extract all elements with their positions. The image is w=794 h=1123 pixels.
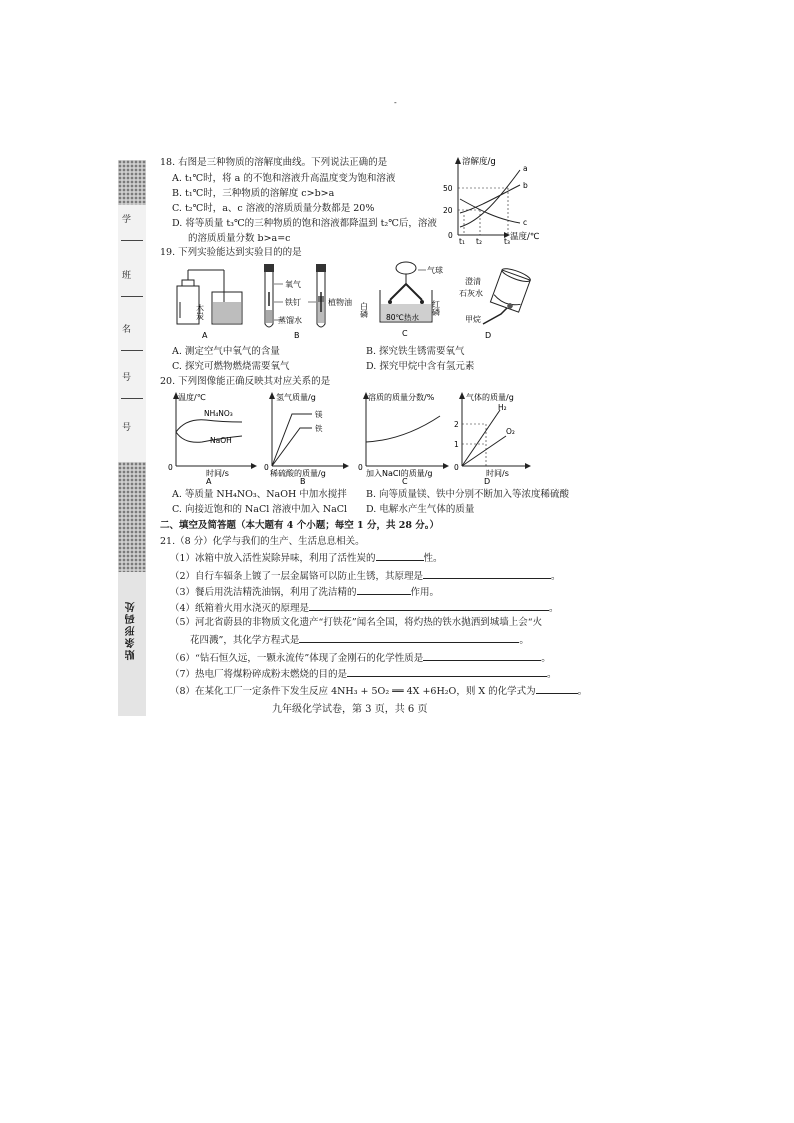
margin-label-1: 学 xyxy=(122,215,132,225)
q18-xtick-t2: t₂ xyxy=(476,237,482,246)
q19-d-methane: 甲烷 xyxy=(465,315,481,324)
q21-item-8 xyxy=(170,683,587,698)
q21-item-8-text: （8）在某化工厂一定条件下发生反应 4NH₃ + 5O₂ ══ 4X +6H₂O，则 X 的化学式为 xyxy=(170,686,536,697)
q20-c-xlabel: 加入NaCl的质量/g xyxy=(366,469,433,478)
top-mark: - xyxy=(394,98,397,107)
q20-graph-b xyxy=(260,388,360,484)
q20-d-letter: D xyxy=(484,477,491,486)
q21-item-4 xyxy=(170,600,559,615)
q21-item-3 xyxy=(170,584,439,599)
q20-c-letter: C xyxy=(402,477,408,486)
q20-a-ylabel: 温度/℃ xyxy=(178,393,206,402)
q20-stem: 20. 下列图像能正确反映其对应关系的是 xyxy=(160,376,331,387)
q21-item-4-text: （4）纸箱着火用水浇灭的原理是 xyxy=(170,603,310,614)
q21-blank-7[interactable] xyxy=(347,666,547,677)
q20-d-xlabel: 时间/s xyxy=(486,469,509,478)
q21-item-1-tail: 性。 xyxy=(423,553,443,564)
margin-line xyxy=(121,240,143,241)
q21-item-2 xyxy=(170,568,561,583)
q20-option-d: D. 电解水产生气体的质量 xyxy=(366,504,475,515)
q20-a-xlabel: 时间/s xyxy=(206,469,229,478)
q19-c-hot: 80℃热水 xyxy=(386,313,419,322)
q21-item-6 xyxy=(170,650,551,665)
q21-item-3-tail: 作用。 xyxy=(410,587,440,598)
q19-option-b: B. 探究铁生锈需要氧气 xyxy=(366,346,465,357)
q19-option-c: C. 探究可燃物燃烧需要氧气 xyxy=(172,361,290,372)
q19-option-a: A. 测定空气中氧气的含量 xyxy=(172,346,280,357)
q20-graph-a xyxy=(162,388,262,484)
margin-line xyxy=(121,296,143,297)
q20-b-xlabel: 稀硫酸的质量/g xyxy=(270,469,326,478)
q18-label-c: c xyxy=(523,218,528,227)
q18-option-b: B. t₁℃时，三种物质的溶解度 c>b>a xyxy=(172,188,335,199)
q21-period: 。 xyxy=(577,686,588,697)
q18-option-d-line2: 的溶质质量分数 b>a=c xyxy=(188,233,291,244)
q18-option-a: A. t₁℃时，将 a 的不饱和溶液升高温度变为饱和溶液 xyxy=(172,173,396,184)
q21-item-5-text: 花四溅”，其化学方程式是 xyxy=(190,635,300,646)
q20-c-curve xyxy=(366,416,440,442)
q19-b-nail: 铁钉 xyxy=(285,298,301,307)
q21-blank-2[interactable] xyxy=(423,568,551,579)
q20-d-origin: 0 xyxy=(454,463,459,472)
q21-period: 。 xyxy=(549,603,559,614)
q19-d-label: D xyxy=(485,331,492,340)
q19-figure-d xyxy=(455,262,545,340)
q19-c-label: C xyxy=(402,329,408,338)
q18-xlabel: 温度/℃ xyxy=(510,232,540,242)
q21-blank-8[interactable] xyxy=(536,683,578,694)
q18-option-d-line1: D. 将等质量 t₃℃的三种物质的饱和溶液都降温到 t₂℃后，溶液 xyxy=(172,218,437,229)
q19-figure-c xyxy=(360,260,450,338)
page-footer: 九年级化学试卷，第 3 页，共 6 页 xyxy=(272,704,428,715)
margin-label-5: 号 xyxy=(122,423,132,433)
q20-d-curve-h2 xyxy=(462,410,500,466)
q19-d-lime2: 石灰水 xyxy=(459,289,483,298)
q21-item-7-text: （7）热电厂将煤粉碎成粉末燃烧的目的是 xyxy=(170,669,348,680)
q19-figure-b xyxy=(258,262,368,340)
q21-item-1 xyxy=(170,550,443,565)
q20-c-origin: 0 xyxy=(358,463,363,472)
q21-item-5-line2 xyxy=(190,632,529,647)
q21-period: 。 xyxy=(541,653,551,664)
q21-blank-5[interactable] xyxy=(299,632,519,643)
margin-label-2: 班 xyxy=(122,271,132,281)
q21-item-2-text: （2）自行车辐条上镀了一层金属铬可以防止生锈，其原理是 xyxy=(170,571,424,582)
q20-a-curve-nh4no3 xyxy=(176,420,242,432)
q20-a-label1: NH₄NO₃ xyxy=(204,409,233,418)
q20-d-label1: H₂ xyxy=(498,403,507,412)
section-2-heading: 二、填空及简答题（本大题有 4 个小题；每空 1 分，共 28 分。） xyxy=(160,520,440,531)
q20-d-curve-o2 xyxy=(462,436,506,466)
q20-a-curve-naoh xyxy=(176,432,242,442)
q20-b-origin: 0 xyxy=(264,463,269,472)
q20-option-c: C. 向接近饱和的 NaCl 溶液中加入 NaCl xyxy=(172,504,348,515)
q21-item-7 xyxy=(170,666,557,681)
q18-xtick-t1: t₁ xyxy=(459,237,465,246)
q21-stem: 21.（8 分）化学与我们的生产、生活息息相关。 xyxy=(160,536,365,547)
q20-graph-d xyxy=(448,388,548,484)
q19-b-water: 蒸馏水 xyxy=(278,316,302,325)
q19-b-oxygen: 氧气 xyxy=(285,280,301,289)
q19-a-label: A xyxy=(202,331,208,340)
q21-item-3-text: （3）餐后用洗洁精洗油锅，利用了洗洁精的 xyxy=(170,587,357,598)
q20-b-curve-fe xyxy=(272,428,312,466)
q20-b-label1: 镁 xyxy=(315,410,323,419)
q18-option-c: C. t₂℃时，a、c 溶液的溶质质量分数都是 20% xyxy=(172,203,375,214)
q18-label-b: b xyxy=(523,181,528,190)
q19-c-balloon: 气球 xyxy=(427,266,443,275)
margin-pattern-top xyxy=(118,160,146,205)
q19-figure-a xyxy=(172,262,252,340)
q21-period: 。 xyxy=(547,669,557,680)
q20-d-label2: O₂ xyxy=(506,427,515,436)
margin-label-4: 号 xyxy=(122,373,132,383)
q20-a-label2: NaOH xyxy=(210,436,232,445)
q19-stem: 19. 下列实验能达到实验目的的是 xyxy=(160,247,302,258)
q18-xtick-t3: t₃ xyxy=(504,237,510,246)
q20-d-ytick-1: 1 xyxy=(454,440,459,449)
q21-blank-6[interactable] xyxy=(423,650,541,661)
q18-curve-c xyxy=(460,199,520,223)
q20-a-letter: A xyxy=(206,477,212,486)
q20-b-ylabel: 氢气质量/g xyxy=(276,393,316,402)
barcode-label: 贴条形码处 xyxy=(126,600,137,660)
q20-b-letter: B xyxy=(300,477,306,486)
q21-period: 。 xyxy=(519,635,529,646)
q20-d-ytick-2: 2 xyxy=(454,420,459,429)
q21-period: 。 xyxy=(551,571,561,582)
q20-option-a: A. 等质量 NH₄NO₃、NaOH 中加水搅拌 xyxy=(172,489,347,500)
q21-item-6-text: （6）“钻石恒久远，一颗永流传”体现了金刚石的化学性质是 xyxy=(170,653,424,664)
q20-c-ylabel: 溶质的质量分数/% xyxy=(368,393,435,402)
margin-line xyxy=(121,350,143,351)
q20-b-label2: 铁 xyxy=(315,424,323,433)
q20-d-ylabel: 气体的质量/g xyxy=(466,393,514,402)
margin-label-3: 名 xyxy=(122,325,132,335)
q19-option-d: D. 探究甲烷中含有氢元素 xyxy=(366,361,475,372)
q18-curve-b xyxy=(460,185,520,213)
q21-blank-3[interactable] xyxy=(357,584,411,595)
q18-stem: 18. 右图是三种物质的溶解度曲线。下列说法正确的是 xyxy=(160,157,388,168)
margin-pattern-bottom xyxy=(118,462,146,572)
q18-solubility-chart xyxy=(440,155,550,245)
q21-item-1-text: （1）冰箱中放入活性炭除异味，利用了活性炭的 xyxy=(170,553,376,564)
q21-blank-4[interactable] xyxy=(309,600,549,611)
q19-d-lime1: 澄清 xyxy=(465,277,481,286)
q20-graph-c xyxy=(356,388,456,484)
q18-curve-a xyxy=(460,170,520,227)
margin-line xyxy=(121,398,143,399)
q20-a-origin: 0 xyxy=(168,463,173,472)
q18-ytick-50: 50 xyxy=(443,184,453,193)
q21-item-5-line1: （5）河北省蔚县的非物质文化遗产“打铁花”闻名全国，将灼热的铁水抛洒到城墙上会“火 xyxy=(170,617,543,628)
q19-c-red: 红磷 xyxy=(431,300,441,316)
q18-ylabel: 溶解度/g xyxy=(462,157,496,167)
q19-c-white: 白磷 xyxy=(359,302,369,318)
q20-option-b: B. 向等质量镁、铁中分别不断加入等浓度稀硫酸 xyxy=(366,489,570,500)
q18-origin: 0 xyxy=(448,231,453,240)
q19-b-oil: 植物油 xyxy=(328,298,352,307)
q19-b-label: B xyxy=(294,331,300,340)
q18-label-a: a xyxy=(523,164,528,173)
q18-ytick-20: 20 xyxy=(443,206,453,215)
q19-a-charcoal: 木炭 xyxy=(195,304,205,320)
q21-blank-1[interactable] xyxy=(376,550,424,561)
